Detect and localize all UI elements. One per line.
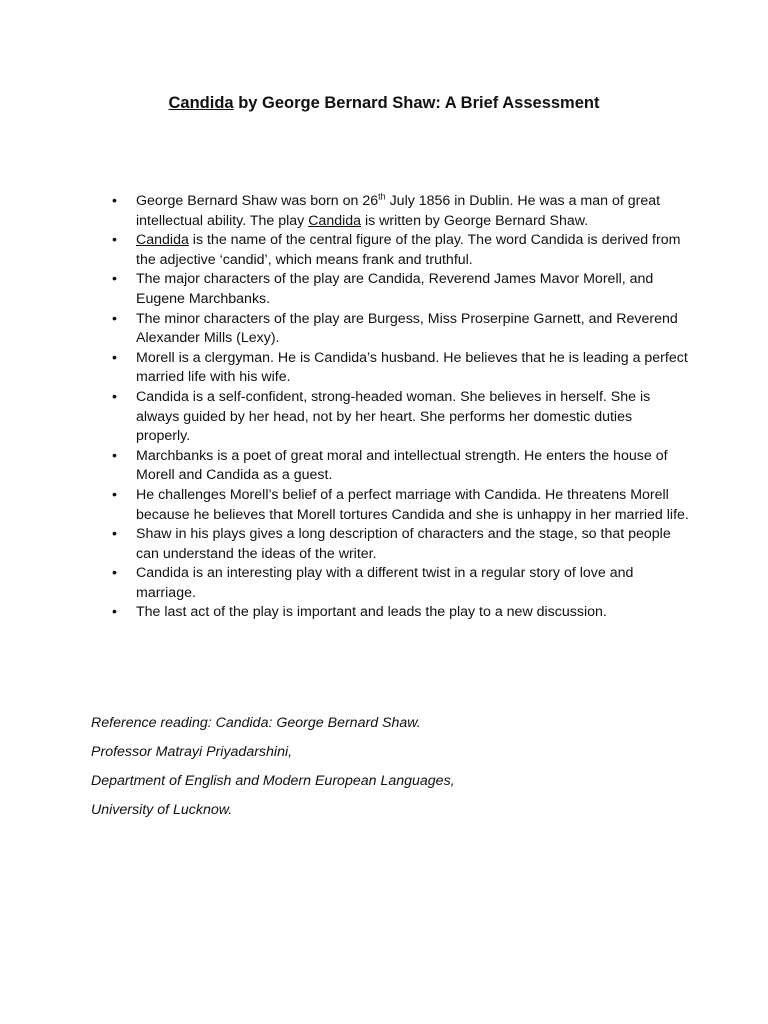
list-item bbox=[110, 192, 690, 231]
bullet-icon: • bbox=[112, 565, 117, 582]
item-text: Marchbanks is a poet of great moral and intellectual strength. He enters the house of Morell and Candida as a guest. bbox=[136, 447, 668, 484]
title-underlined-word: Candida bbox=[168, 94, 234, 112]
bullet-icon: • bbox=[112, 447, 117, 464]
superscript: th bbox=[378, 191, 386, 202]
list-item bbox=[110, 603, 690, 623]
list-item bbox=[110, 270, 690, 309]
bullet-icon: • bbox=[112, 604, 117, 621]
reference-line: Reference reading: Candida: George Bernard Shaw. bbox=[91, 715, 421, 731]
item-text: The major characters of the play are Candida, Reverend James Mavor Morell, and Eugene Marchbanks. bbox=[136, 271, 654, 307]
bullet-list bbox=[110, 192, 690, 623]
item-text: July 1856 in Dublin. He was a man of great intellectual ability. The play bbox=[136, 193, 661, 229]
item-text: Candida is an interesting play with a different twist in a regular story of love and marriage. bbox=[136, 565, 634, 601]
item-text: The minor characters of the play are Burgess, Miss Proserpine Garnett, and Reverend Alexander Mills (Lexy). bbox=[136, 310, 678, 347]
list-item bbox=[110, 486, 690, 525]
list-item bbox=[110, 388, 690, 447]
item-text: is the name of the central figure of the play. The word Candida is derived from the adjective ‘candid’, which means frank and truthful. bbox=[136, 232, 681, 268]
item-text: Candida is a self-confident, strong-headed woman. She believes in herself. She is always guided by her head, not by her heart. She performs her domestic duties properly. bbox=[136, 388, 651, 445]
department-line: Department of English and Modern European Languages, bbox=[91, 773, 455, 789]
university-line: University of Lucknow. bbox=[91, 802, 233, 818]
bullet-icon: • bbox=[112, 271, 117, 288]
list-item bbox=[110, 447, 690, 486]
underlined-word: Candida bbox=[136, 232, 189, 249]
bullet-icon: • bbox=[112, 388, 117, 405]
author-line: Professor Matrayi Priyadarshini, bbox=[91, 744, 293, 760]
list-item bbox=[110, 231, 690, 270]
item-text: The last act of the play is important and leads the play to a new discussion. bbox=[136, 604, 607, 621]
item-text: Morell is a clergyman. He is Candida’s husband. He believes that he is leading a perfect married life with his wife. bbox=[136, 349, 688, 386]
bullet-icon: • bbox=[112, 486, 117, 503]
page-title bbox=[0, 93, 768, 113]
bullet-icon: • bbox=[112, 349, 117, 366]
underlined-word: Candida bbox=[308, 212, 362, 229]
list-item bbox=[110, 564, 690, 603]
bullet-icon: • bbox=[112, 310, 117, 327]
title-rest: by George Bernard Shaw: A Brief Assessment bbox=[233, 94, 600, 112]
list-item bbox=[110, 525, 690, 564]
item-text: He challenges Morell’s belief of a perfect marriage with Candida. He threatens Morell because he believes that Morell tortures Candida and she is unhappy in her married life. bbox=[136, 486, 689, 523]
bullet-icon: • bbox=[112, 232, 117, 249]
list-item bbox=[110, 310, 690, 349]
reference-block bbox=[91, 714, 455, 830]
item-text: George Bernard Shaw was born on 26 bbox=[136, 193, 379, 209]
list-item bbox=[110, 349, 690, 388]
bullet-icon: • bbox=[112, 526, 117, 543]
bullet-icon: • bbox=[112, 193, 117, 209]
item-text: is written by George Bernard Shaw. bbox=[361, 212, 589, 229]
item-text: Shaw in his plays gives a long description of characters and the stage, so that people can understand the ideas of the writer. bbox=[136, 526, 671, 562]
